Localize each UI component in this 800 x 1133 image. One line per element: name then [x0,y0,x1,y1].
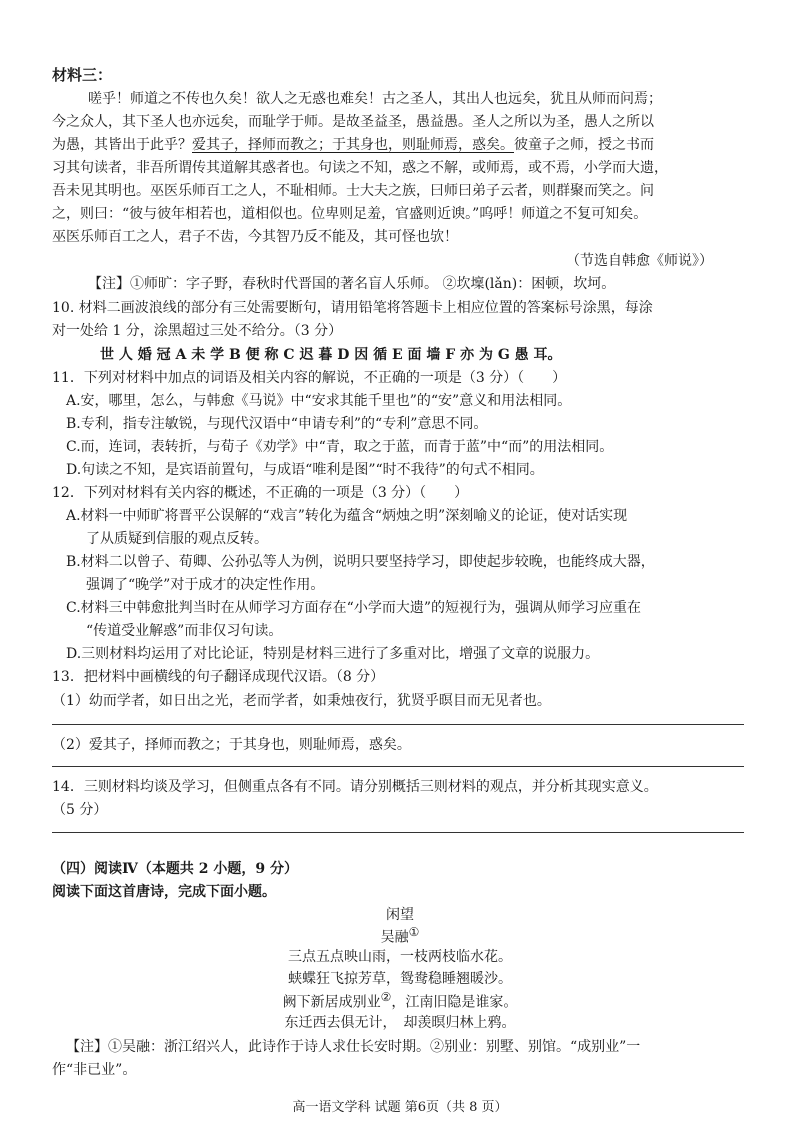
poem-author [0,925,800,947]
footnote-mark-2: ② [380,990,392,1004]
q10-sentence: 世 人 婚 冠 A 未 学 B 便 称 C 迟 暮 D 因 循 E 面 墙 F 亦 为 G 愚 耳。 [100,347,562,363]
q12-option-d: D.三则材料均运用了对比论证，特别是材料三进行了多重对比，增强了文章的说服力。 [66,646,600,662]
q11-option-b: B.专利，指专注敏锐，与现代汉语中“申请专利”的“专利”意思不同。 [66,416,488,432]
q12-option-b-line-1: B.材料二以曾子、荀卿、公孙弘等人为例，说明只要坚持学习，即使起步较晚，也能终成大器， [66,554,655,570]
passage-source: （节选自韩愈《师说》） [566,253,713,269]
poem-line-3a: 阙下新居成别业 [282,994,381,1011]
passage-line-5: 吾未见其明也。巫医乐师百工之人，不耻相师。士大夫之族，曰师曰弟子云者，则群聚而笑之。问 [52,183,654,199]
q12-stem: 12．下列对材料有关内容的概述，不正确的一项是（3 分）（ ） [52,485,469,501]
q13-stem: 13．把材料中画横线的句子翻译成现代汉语。（8 分） [52,669,385,685]
q10-line-2: 对一处给 1 分，涂黑超过三处不给分。（3 分） [52,323,343,339]
poem-line-1: 三点五点映山雨，一枝两枝临水花。 [288,949,512,965]
footnote-material: 【注】①师旷：字子野，春秋时代晋国的著名盲人乐师。 ②坎壈(lǎn)：困顿，坎坷。 [88,276,616,292]
section-four-title: （四）阅读Ⅳ（本题共 2 小题，9 分） [52,861,298,877]
material-three-heading: 材料三： [52,66,113,84]
page-footer: 高一语文学科 试题 第6页（共 8 页） [292,1100,508,1115]
passage-line-6: 之，则曰：“彼与彼年相若也，道相似也。位卑则足羞，官盛则近谀。”呜呼！师道之不复可知矣。 [52,206,648,222]
q12-option-a-line-1: A.材料一中师旷将晋平公误解的“戏言”转化为蕴含“炳烛之明”深刻喻义的论证，使对话实现 [66,508,628,524]
q13-sentence-1: （1）幼而学者，如日出之光，老而学者，如秉烛夜行，犹贤乎暝目而无见者也。 [52,693,551,709]
q14-line-1: 14．三则材料均谈及学习，但侧重点各有不同。请分别概括三则材料的观点，并分析其现实意义。 [52,779,658,795]
q12-option-c-line-1: C.材料三中韩愈批判当时在从师学习方面存在“小学而大遗”的短视行为，强调从师学习应重在 [66,600,641,616]
passage-line-2: 今之众人，其下圣人也亦远矣，而耻学于师。是故圣益圣，愚益愚。圣人之所以为圣，愚人之所以 [52,114,654,130]
passage-line-7: 巫医乐师百工之人，君子不齿，今其智乃反不能及，其可怪也欤！ [52,229,458,245]
q13-sentence-2: （2）爱其子，择师而教之；于其身也，则耻师焉，惑矣。 [52,737,411,753]
underlined-sentence: 爱其子，择师而教之；于其身也，则耻师焉，惑矣。 [192,137,514,153]
section-four-intro: 阅读下面这首唐诗，完成下面小题。 [52,884,276,900]
poem-line-3 [0,990,800,1012]
footnote-mark-1: ① [408,925,420,939]
passage-line-1: 嗟乎！师道之不传也久矣！欲人之无惑也难矣！古之圣人，其出人也远矣，犹且从师而问焉； [88,91,662,107]
q11-option-d: D.句读之不知，是宾语前置句，与成语“唯利是图”“时不我待”的句式不相同。 [66,462,544,478]
passage-line-3c: 彼童子之师，授之书而 [514,137,654,153]
q11-stem: 11．下列对材料中加点的词语及相关内容的解说，不正确的一项是（3 分）（ ） [52,370,567,386]
q12-option-b-line-2: 强调了“晚学”对于成才的决定性作用。 [86,577,325,593]
poem-note-line-2: 作“非已业”。 [52,1062,137,1078]
passage-line-4: 习其句读者，非吾所谓传其道解其惑者也。句读之不知，惑之不解，或师焉，或不焉，小学而大遗， [52,160,668,176]
answer-line-3[interactable] [52,832,744,833]
poem-author-name: 吴融 [380,929,409,946]
poem-note-line-1: 【注】①吴融：浙江绍兴人，此诗作于诗人求仕长安时期。②别业：别墅、别馆。“成别业”一 [66,1039,641,1055]
poem-line-2: 蛱蝶狂飞掠芳草，鸳鸯稳睡翘暖沙。 [288,971,512,987]
passage-line-3 [52,134,654,154]
poem-title: 闲望 [386,907,414,923]
q12-option-c-line-2: “传道受业解惑”而非仅习句读。 [86,623,283,639]
q10-line-1: 10. 材料二画波浪线的部分有三处需要断句，请用铅笔将答题卡上相应位置的答案标号涂黑，每涂 [52,300,653,316]
poem-line-4: 东迁西去俱无计， 却羡暝归林上鸦。 [284,1015,516,1031]
q11-option-c: C.而，连词，表转折，与荀子《劝学》中“青，取之于蓝，而青于蓝”中“而”的用法相同。 [66,439,614,455]
q11-option-a: A.安，哪里，怎么，与韩愈《马说》中“安求其能千里也”的“安”意义和用法相同。 [66,393,572,409]
answer-line-2[interactable] [52,766,744,767]
passage-line-3a: 为愚，其皆出于此乎？ [52,137,192,153]
answer-line-1[interactable] [52,724,744,725]
q12-option-a-line-2: 了从质疑到信服的观点反转。 [86,531,268,547]
q14-line-2: （5 分） [52,802,108,818]
poem-line-3b: ，江南旧隐是谁家。 [391,994,518,1011]
